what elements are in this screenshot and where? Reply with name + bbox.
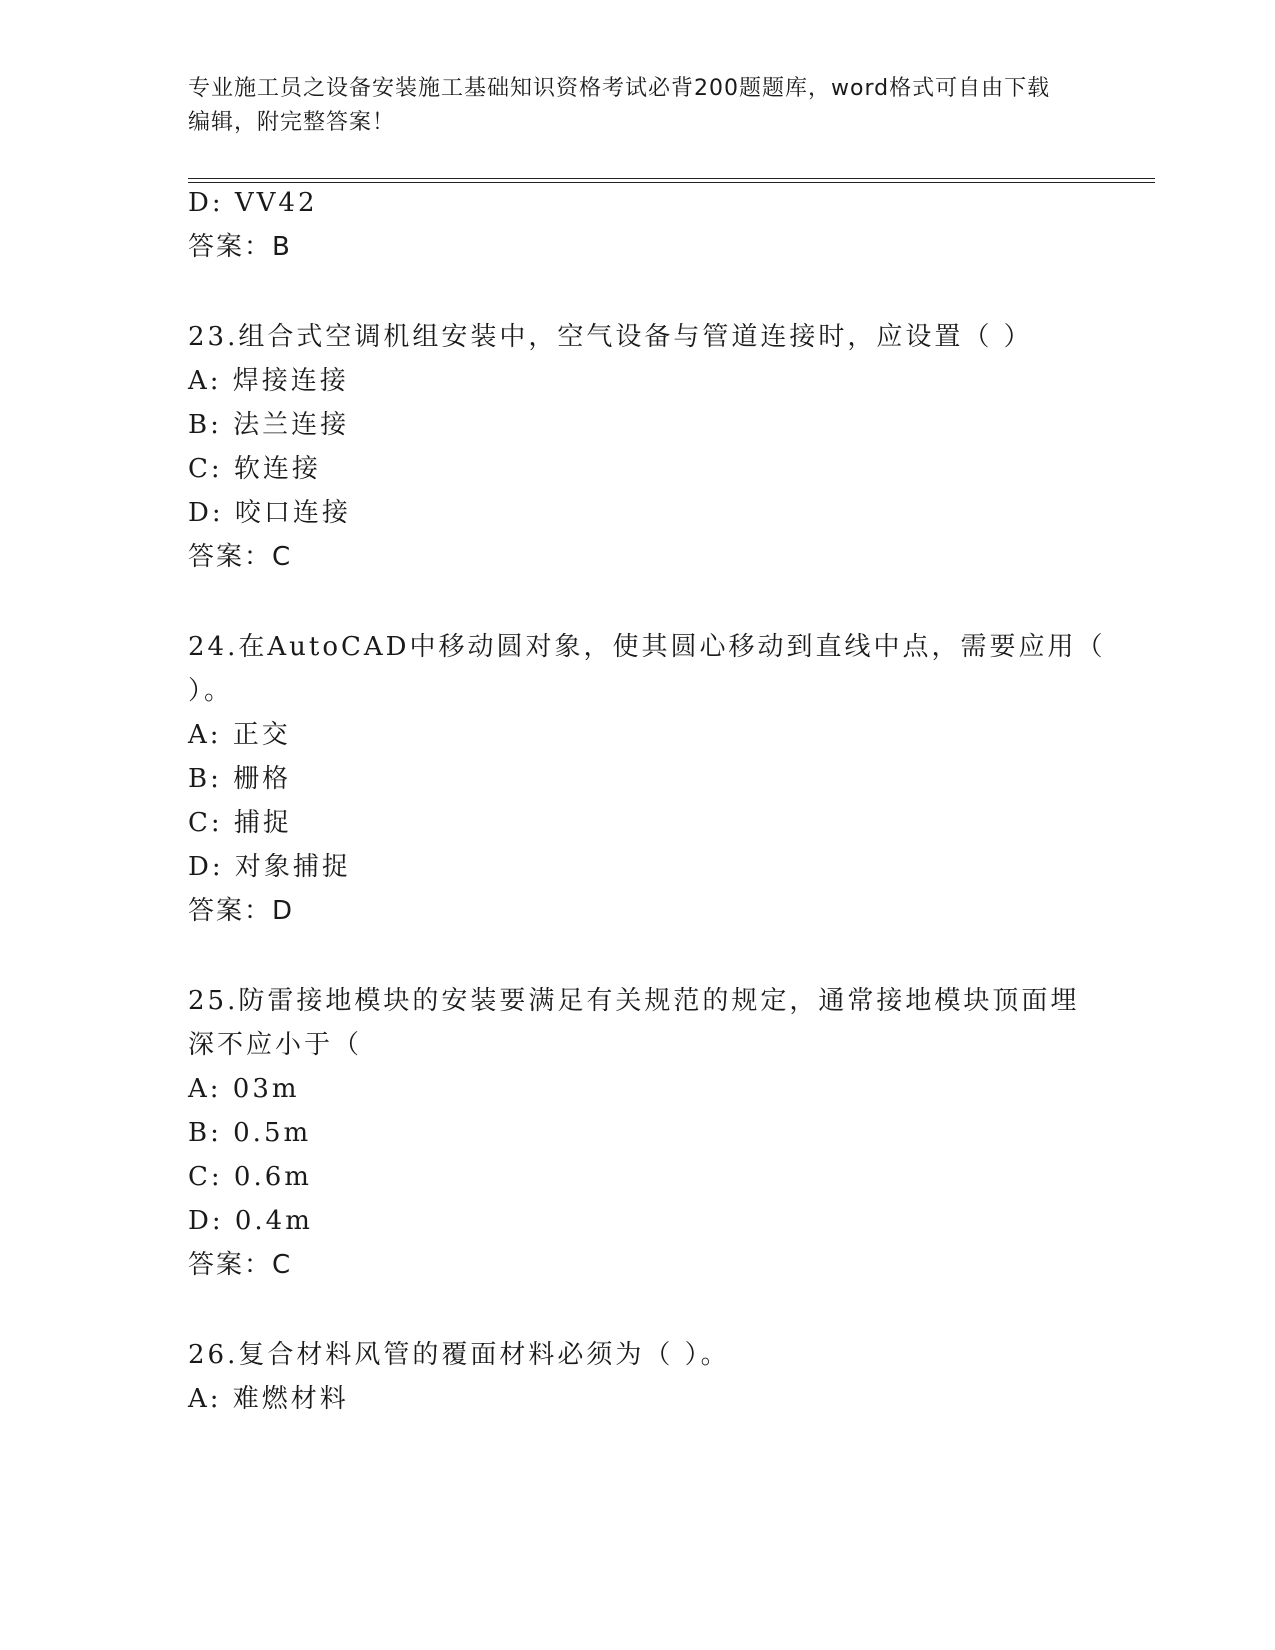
answer-line: 答案：D <box>188 896 295 926</box>
option-a: A: 正交 <box>188 720 291 750</box>
option-a: A: 焊接连接 <box>188 366 349 396</box>
option-d: D: VV42 <box>188 188 318 218</box>
answer-line: 答案：C <box>188 1250 293 1280</box>
question-24-continued: ）。 <box>188 676 234 706</box>
option-c: C: 软连接 <box>188 454 321 484</box>
option-d: D: 咬口连接 <box>188 498 351 528</box>
question-25: 25.防雷接地模块的安装要满足有关规范的规定，通常接地模块顶面埋 <box>188 986 1080 1016</box>
option-b: B: 栅格 <box>188 764 292 794</box>
answer-line: 答案：B <box>188 232 292 262</box>
page-header-title: 专业施工员之设备安装施工基础知识资格考试必背200题题库，word格式可自由下载编辑，附完整答案！ <box>188 76 1051 135</box>
option-d: D: 0.4m <box>188 1206 313 1236</box>
question-24: 24.在AutoCAD中移动圆对象，使其圆心移动到直线中点，需要应用（ <box>188 632 1106 662</box>
option-d: D: 对象捕捉 <box>188 852 351 882</box>
option-a: A: 难燃材料 <box>188 1384 349 1414</box>
question-23: 23.组合式空调机组安装中，空气设备与管道连接时，应设置（ ） <box>188 322 1033 352</box>
option-c: C: 捕捉 <box>188 808 292 838</box>
option-b: B: 0.5m <box>188 1118 312 1148</box>
option-c: C: 0.6m <box>188 1162 312 1192</box>
question-25-continued: 深不应小于（ <box>188 1030 363 1060</box>
option-b: B: 法兰连接 <box>188 410 350 440</box>
question-26: 26.复合材料风管的覆面材料必须为（ ）。 <box>188 1340 730 1370</box>
option-a: A: 03m <box>188 1074 300 1104</box>
answer-line: 答案：C <box>188 542 293 572</box>
